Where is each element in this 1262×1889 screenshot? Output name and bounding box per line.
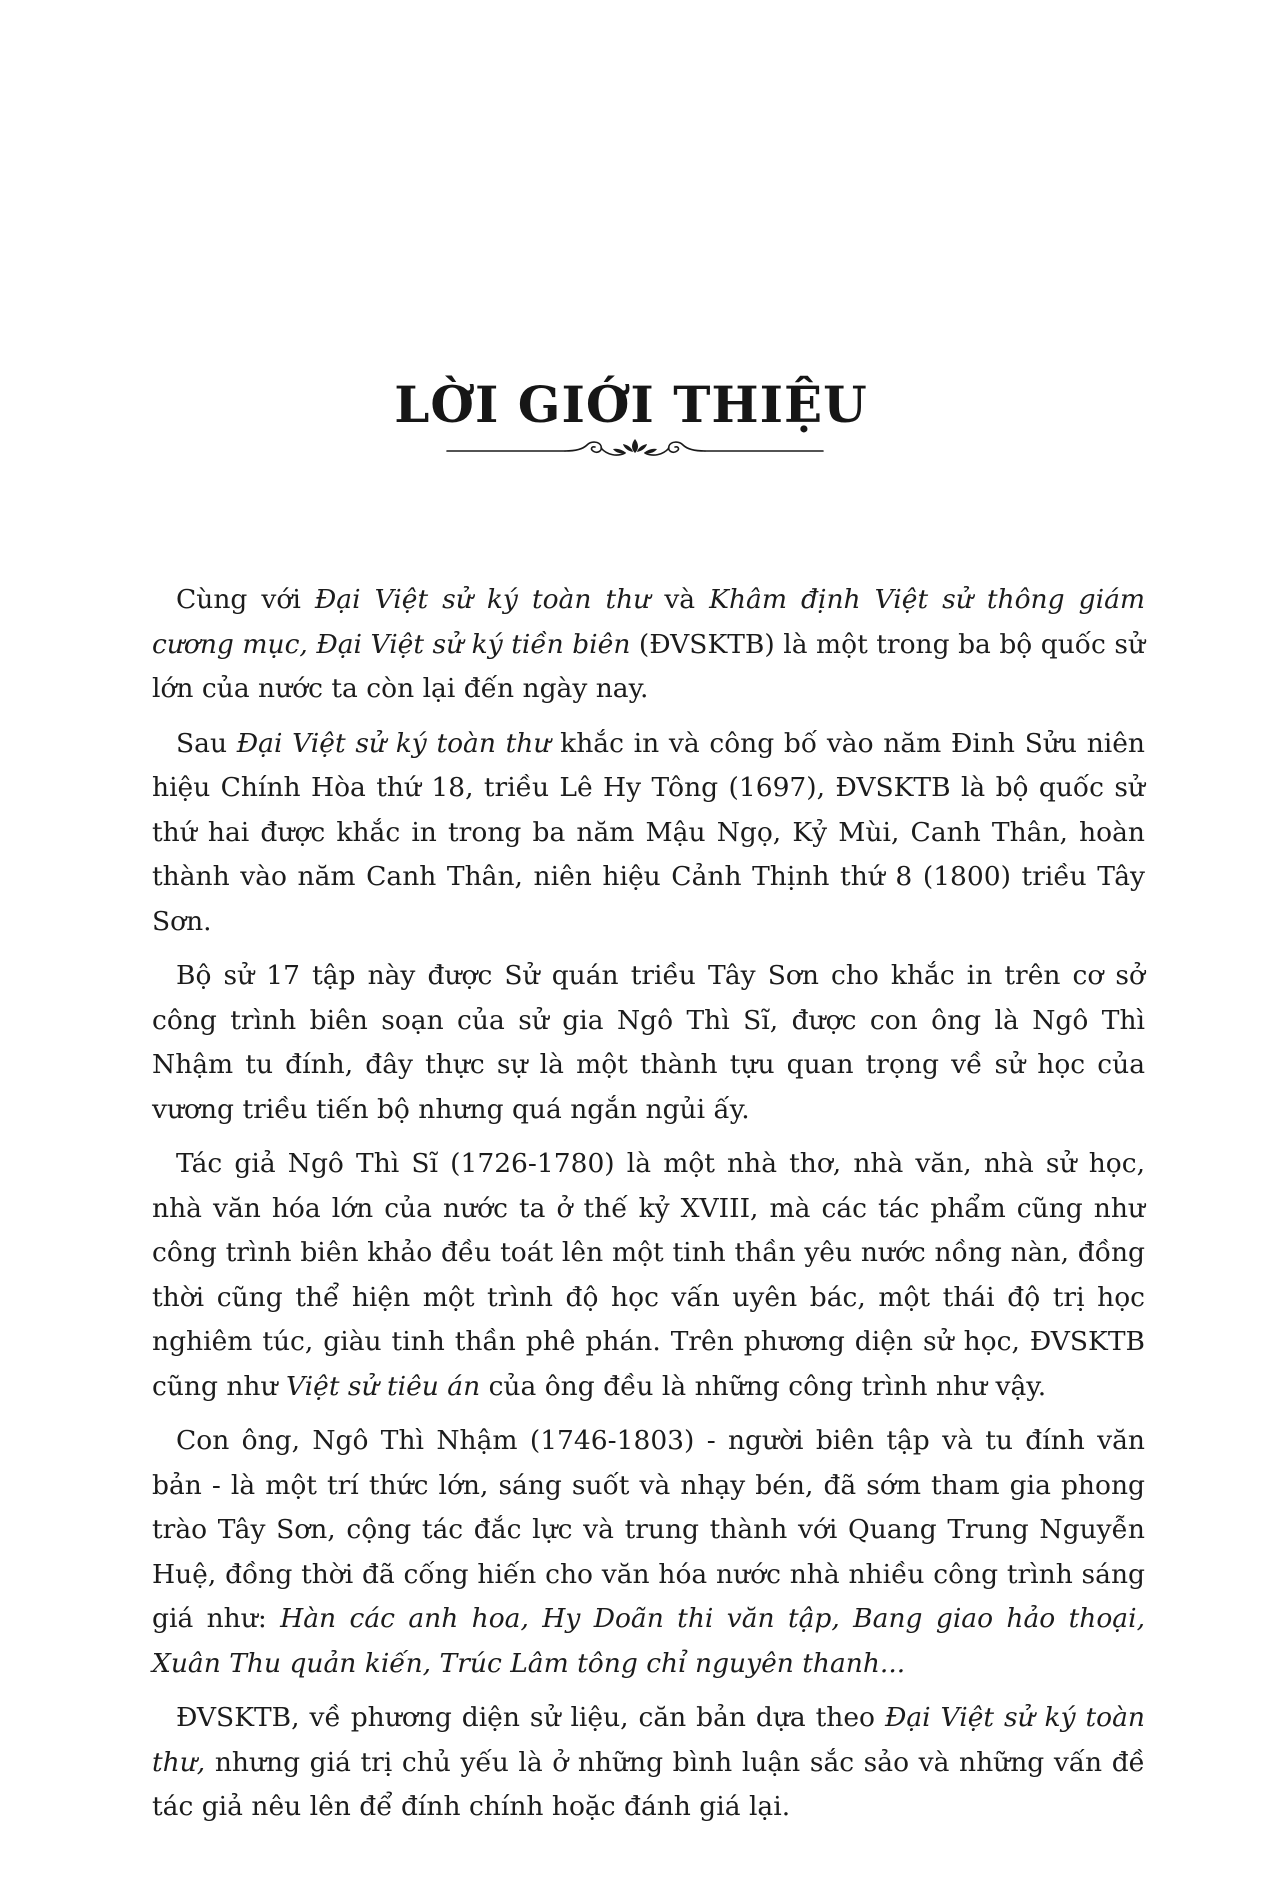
paragraph-text: Bộ sử 17 tập này được Sử quán triều Tây Sơn cho khắc in trên cơ sở công trình biên soạn của sử gia Ngô Thì Sĩ, được con ông là Ngô Thì Nhậm tu đính, đây thực sự là một thành tựu quan trọng về sử học của vương triều tiến bộ nhưng quá ngắn ngủi ấy. bbox=[152, 960, 1145, 1125]
paragraph-text: của ông đều là những công trình như vậy. bbox=[480, 1370, 1047, 1402]
paragraph bbox=[152, 722, 1145, 945]
paragraph-text: Tác giả Ngô Thì Sĩ (1726-1780) là một nhà thơ, nhà văn, nhà sử học, nhà văn hóa lớn của nước ta ở thế kỷ XVIII, mà các tác phẩm cũng như công trình biên khảo đều toát lên một tinh thần yêu nước nồng nàn, đồng thời cũng thể hiện một trình độ học vấn uyên bác, một thái độ trị học nghiêm túc, giàu tinh thần phê phán. Trên phương diện sử học, ĐVSKTB cũng như bbox=[152, 1148, 1145, 1402]
italic-title-text: Khâm định Việt sử thông giám cương mục, Đại Việt sử ký tiền biên bbox=[152, 584, 1146, 660]
italic-title-text: Đại Việt sử ký toàn thư bbox=[236, 727, 551, 759]
paragraph-text: và bbox=[650, 584, 710, 615]
paragraph bbox=[152, 954, 1145, 1132]
italic-title-text: Việt sử tiêu án bbox=[286, 1370, 481, 1402]
paragraph-text: khắc in và công bố vào năm Đinh Sửu niên hiệu Chính Hòa thứ 18, triều Lê Hy Tông (1697), ĐVSKTB là bộ quốc sử thứ hai được khắc in trong ba năm Mậu Ngọ, Kỷ Mùi, Canh Thân, hoàn thành vào năm Canh Thân, niên hiệu Cảnh Thịnh thứ 8 (1800) triều Tây Sơn. bbox=[152, 727, 1145, 937]
paragraph bbox=[152, 1696, 1145, 1830]
body-text bbox=[152, 578, 1145, 1830]
flourish-divider-icon bbox=[445, 435, 825, 465]
page-title: LỜI GIỚI THIỆU bbox=[394, 375, 868, 434]
italic-title-text: Đại Việt sử ký toàn thư, bbox=[152, 1702, 1145, 1778]
paragraph bbox=[152, 1419, 1145, 1686]
italic-title-text: Hàn các anh hoa, Hy Doãn thi văn tập, Bang giao hảo thoại, Xuân Thu quản kiến, Trúc Lâm tông chỉ nguyên thanh... bbox=[152, 1603, 1145, 1679]
paragraph-text: nhưng giá trị chủ yếu là ở những bình luận sắc sảo và những vấn đề tác giả nêu lên để đính chính hoặc đánh giá lại. bbox=[152, 1746, 1145, 1822]
paragraph bbox=[152, 578, 1145, 712]
paragraph-text: (ĐVSKTB) là một trong ba bộ quốc sử lớn của nước ta còn lại đến ngày nay. bbox=[152, 628, 1146, 704]
italic-title-text: Đại Việt sử ký toàn thư bbox=[314, 584, 651, 615]
paragraph-text: Cùng với bbox=[176, 584, 315, 615]
paragraph-text: Sau bbox=[176, 727, 237, 759]
paragraph-text: Con ông, Ngô Thì Nhậm (1746-1803) - người biên tập và tu đính văn bản - là một trí thức lớn, sáng suốt và nhạy bén, đã sớm tham gia phong trào Tây Sơn, cộng tác đắc lực và trung thành với Quang Trung Nguyễn Huệ, đồng thời đã cống hiến cho văn hóa nước nhà nhiều công trình sáng giá như: bbox=[152, 1425, 1145, 1634]
paragraph bbox=[152, 1142, 1145, 1409]
paragraph-text: ĐVSKTB, về phương diện sử liệu, căn bản dựa theo bbox=[176, 1702, 885, 1733]
